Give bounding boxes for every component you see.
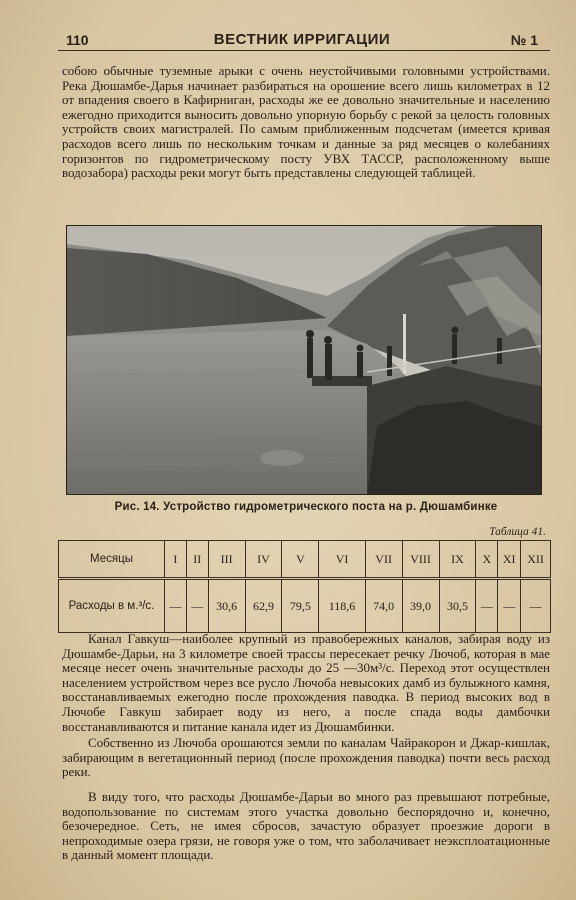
discharge-table bbox=[58, 540, 551, 633]
header-rule bbox=[58, 50, 550, 51]
discharge-cell: 74,0 bbox=[365, 579, 402, 633]
month-header: XI bbox=[498, 541, 521, 579]
discharge-cell: — bbox=[476, 579, 498, 633]
paragraph-gavkush: Канал Гавкуш—наиболее крупный из правобережных каналов, забирая воду из Дюшамбе-Дарьи, на 3 километре своей трассы пересекает речку Лючоб, которая в мае месяце несет очень значительные расходы до 25 —30м³/с. Переход этот осуществлен населением устройством через все русло Лючоба невысоких дамб из булыжного камня, восстанавливаемых ежегодно после прохождения паводка. В период высоких вод в Лючобе Гавкуш забирает воду из него, а после спада воды дамбочки восстанавливаются и питание канала идет из Дюшамбинки. bbox=[62, 631, 550, 734]
running-header bbox=[62, 30, 542, 50]
discharge-cell: 79,5 bbox=[282, 579, 319, 633]
table-row bbox=[59, 579, 551, 633]
discharge-cell: — bbox=[498, 579, 521, 633]
month-header: I bbox=[165, 541, 187, 579]
paragraph-luchob: Собственно из Лючоба орошаются земли по каналам Чайракорон и Джар-кишлак, забирающим в вегетационный период (после прохождения паводка) почти весь расход реки. bbox=[62, 735, 550, 780]
page-number: 110 bbox=[66, 32, 89, 48]
month-header: VIII bbox=[402, 541, 439, 579]
month-header: VI bbox=[319, 541, 365, 579]
month-header: IX bbox=[439, 541, 476, 579]
issue-number: № 1 bbox=[510, 32, 538, 48]
discharge-cell: 39,0 bbox=[402, 579, 439, 633]
discharge-cell: 118,6 bbox=[319, 579, 365, 633]
month-header: III bbox=[208, 541, 245, 579]
discharge-cell: — bbox=[521, 579, 551, 633]
month-header: II bbox=[186, 541, 208, 579]
month-header: IV bbox=[245, 541, 282, 579]
discharge-cell: 30,6 bbox=[208, 579, 245, 633]
month-header: VII bbox=[365, 541, 402, 579]
table-header-label: Месяцы bbox=[59, 541, 165, 579]
month-header: XII bbox=[521, 541, 551, 579]
photo-illustration bbox=[67, 226, 541, 494]
discharge-cell: 62,9 bbox=[245, 579, 282, 633]
month-header: X bbox=[476, 541, 498, 579]
discharge-cell: — bbox=[165, 579, 187, 633]
paragraph-water-use: В виду того, что расходы Дюшамбе-Дарьи во много раз превышают потребные, водопользование по системам этого участка довольно беспорядочно и, конечно, безочередное. Сеть, не имея сбросов, зачастую образует проезжие дороги в непроходимые озера грязи, не говоря уже о том, что заболачивает неэксплоатационные в данный момент площади. bbox=[62, 789, 550, 863]
table-label: Таблица 41. bbox=[489, 526, 546, 538]
table-header-row bbox=[59, 541, 551, 579]
row-label: Расходы в м.³/с. bbox=[59, 579, 165, 633]
discharge-cell: 30,5 bbox=[439, 579, 476, 633]
month-header: V bbox=[282, 541, 319, 579]
paragraph-intro: собою обычные туземные арыки с очень неустойчивыми головными устройствами. Река Дюшамбе-Дарья начинает разбираться на орошение всего лишь километрах в 12 от впадения своего в Кафирниган, расходы же ее довольно значительные и населению ежегодно приходится выносить довольно упорную борьбу с рекой за целость головных устройств своих магистралей. По самым приближенным подсчетам (имеется кривая расходов всего лишь по нескольким точкам и данные за ряд месяцев о колебаниях горизонтов по гидрометрическому посту УВХ ТАССР, расположенному выше водозабора) расходы реки могут быть представлены следующей таблицей. bbox=[62, 63, 550, 181]
journal-title: ВЕСТНИК ИРРИГАЦИИ bbox=[213, 31, 391, 48]
photograph-gauging-station bbox=[66, 225, 542, 495]
figure-caption: Рис. 14. Устройство гидрометрического поста на р. Дюшамбинке bbox=[114, 501, 498, 513]
discharge-cell: — bbox=[186, 579, 208, 633]
